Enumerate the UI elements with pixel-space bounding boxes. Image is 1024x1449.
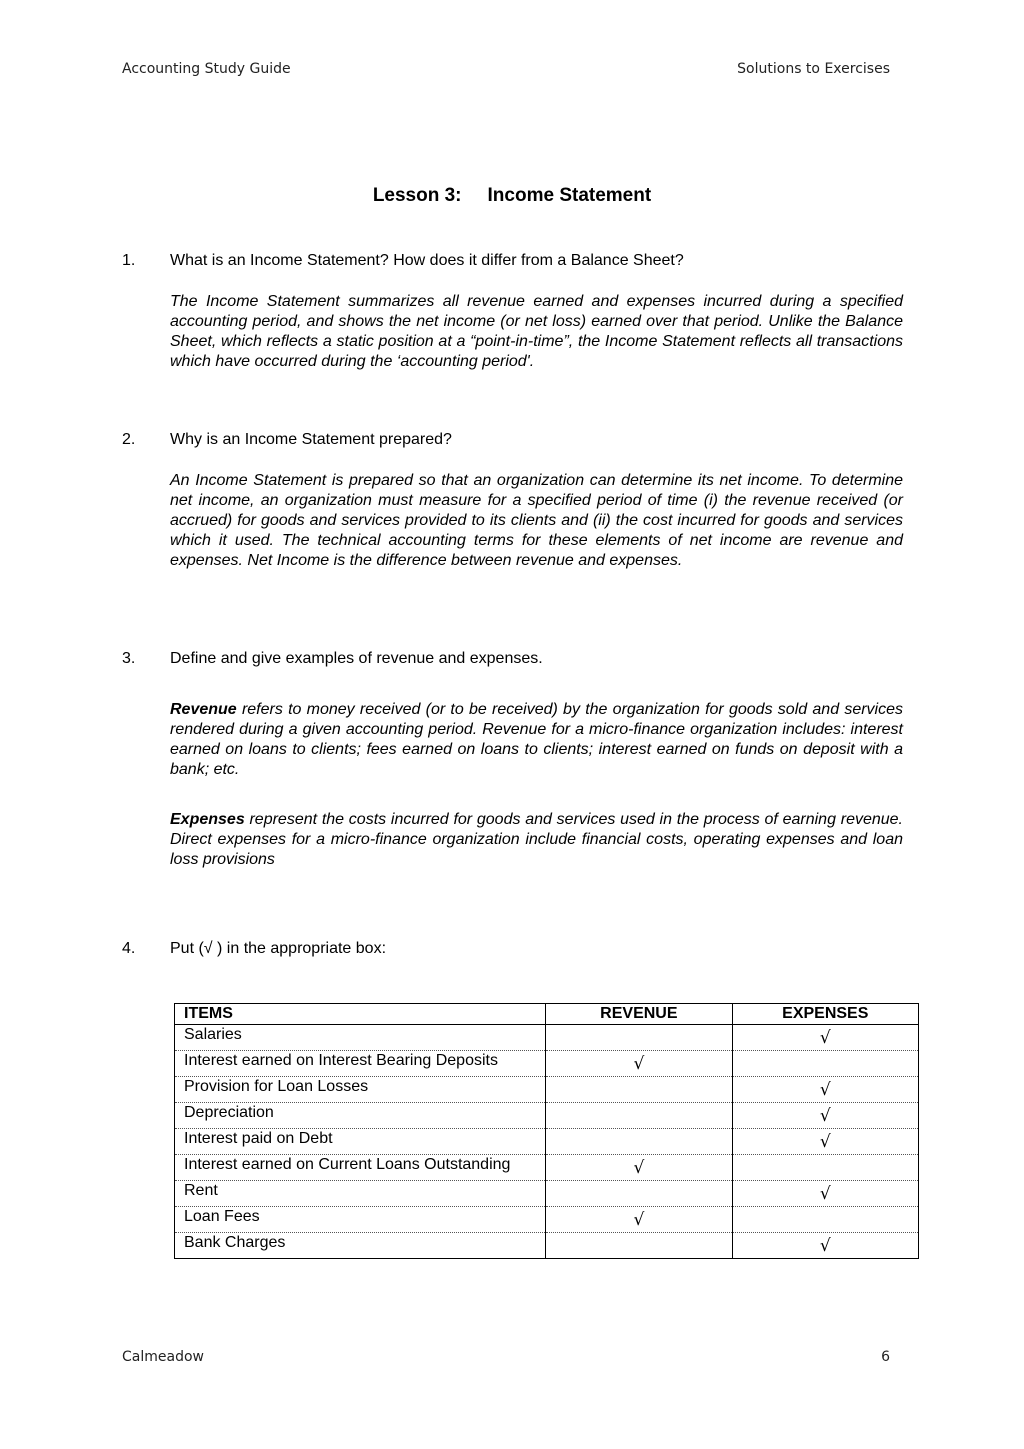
revenue-cell: [546, 1077, 732, 1103]
revenue-cell: [546, 1181, 732, 1207]
lesson-label: Lesson 3:: [372, 185, 462, 206]
table-row: [175, 1181, 919, 1207]
items-table: [174, 1003, 919, 1259]
header-items: ITEMS: [175, 1004, 546, 1025]
item-cell: Salaries: [175, 1025, 546, 1051]
revenue-cell: √: [546, 1051, 732, 1077]
expenses-cell: √: [732, 1103, 918, 1129]
question-number: 2.: [122, 431, 136, 448]
table-row: [175, 1207, 919, 1233]
page-title: [0, 185, 1024, 207]
item-cell: Rent: [175, 1181, 546, 1207]
answer-3-revenue: [170, 700, 903, 780]
table-row: [175, 1129, 919, 1155]
question-text: Put (√ ) in the appropriate box:: [170, 940, 387, 957]
revenue-cell: [546, 1129, 732, 1155]
table-header-row: [175, 1004, 919, 1025]
question-text: Define and give examples of revenue and expenses.: [170, 650, 543, 667]
question-number: 3.: [122, 650, 136, 667]
header-right: Solutions to Exercises: [737, 61, 890, 77]
item-cell: Interest earned on Current Loans Outstanding: [175, 1155, 546, 1181]
expenses-cell: √: [732, 1181, 918, 1207]
expenses-cell: [732, 1207, 918, 1233]
item-cell: Provision for Loan Losses: [175, 1077, 546, 1103]
question-text: What is an Income Statement? How does it differ from a Balance Sheet?: [170, 252, 684, 269]
answer-2: An Income Statement is prepared so that an organization can determine its net income. To determine net income, an organization must measure for a specified period of time (i) the revenue received (or accrued) for goods and services provided to its clients and (ii) the cost incurred for goods and services which it used. The technical accounting terms for these elements of net income are revenue and expenses. Net Income is the difference between revenue and expenses.: [170, 472, 903, 569]
table-row: [175, 1155, 919, 1181]
question-number: 1.: [122, 252, 136, 269]
item-cell: Interest earned on Interest Bearing Deposits: [175, 1051, 546, 1077]
header-expenses: EXPENSES: [732, 1004, 918, 1025]
header-revenue: REVENUE: [546, 1004, 732, 1025]
expenses-cell: [732, 1051, 918, 1077]
expenses-cell: √: [732, 1129, 918, 1155]
table-row: [175, 1233, 919, 1259]
item-cell: Interest paid on Debt: [175, 1129, 546, 1155]
page-number: 6: [881, 1349, 890, 1365]
revenue-cell: [546, 1025, 732, 1051]
table-row: [175, 1025, 919, 1051]
revenue-cell: √: [546, 1207, 732, 1233]
revenue-cell: [546, 1233, 732, 1259]
item-cell: Loan Fees: [175, 1207, 546, 1233]
expenses-cell: [732, 1155, 918, 1181]
revenue-term: Revenue: [170, 701, 237, 718]
expenses-cell: √: [732, 1077, 918, 1103]
revenue-cell: √: [546, 1155, 732, 1181]
revenue-definition: refers to money received (or to be received) by the organization for goods sold and services rendered during a given accounting period. Revenue for a micro-finance organization includes: interest earned on loans to clients; fees earned on loans to clients; interest earned on funds on deposit with a bank; etc.: [170, 701, 903, 778]
expenses-term: Expenses: [170, 811, 245, 828]
expenses-cell: √: [732, 1025, 918, 1051]
item-cell: Depreciation: [175, 1103, 546, 1129]
table-row: [175, 1077, 919, 1103]
header-left: Accounting Study Guide: [122, 61, 291, 77]
question-text: Why is an Income Statement prepared?: [170, 431, 452, 448]
expenses-cell: √: [732, 1233, 918, 1259]
revenue-cell: [546, 1103, 732, 1129]
lesson-topic: Income Statement: [487, 185, 652, 206]
expenses-definition: represent the costs incurred for goods and services used in the process of earning revenue. Direct expenses for a micro-finance organization include financial costs, operating expenses and loan loss provisions: [170, 811, 903, 868]
table-row: [175, 1051, 919, 1077]
item-cell: Bank Charges: [175, 1233, 546, 1259]
footer-left: Calmeadow: [122, 1349, 204, 1365]
question-number: 4.: [122, 940, 136, 957]
answer-3-expenses: [170, 810, 903, 870]
table-row: [175, 1103, 919, 1129]
answer-1: The Income Statement summarizes all revenue earned and expenses incurred during a specified accounting period, and shows the net income (or net loss) earned over that period. Unlike the Balance Sheet, which reflects a static position at a “point-in-time”, the Income Statement reflects all transactions which have occurred during the ‘accounting period'.: [170, 293, 903, 370]
